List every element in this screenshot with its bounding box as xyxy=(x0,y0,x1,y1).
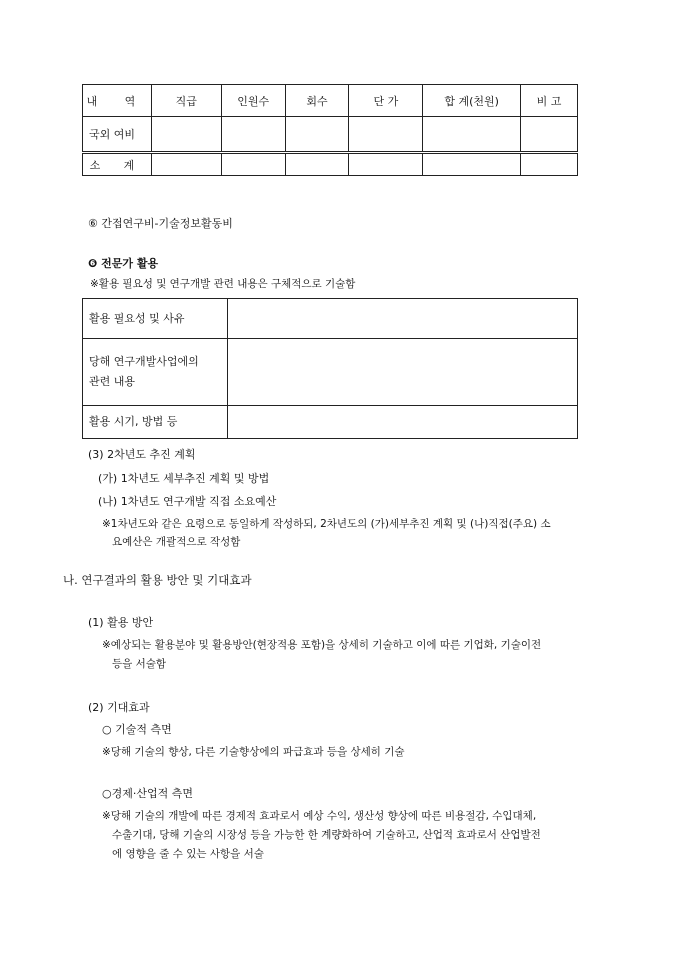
table-cell[interactable] xyxy=(285,117,349,153)
year2-item-a: (가) 1차년도 세부추진 계획 및 방법 xyxy=(98,472,270,485)
year2-plan-title: (3) 2차년도 추진 계획 xyxy=(88,448,196,461)
row-label-related-content xyxy=(83,339,228,406)
table-total-row xyxy=(83,153,578,176)
expert-utilization-title: ❻ 전문가 활용 xyxy=(88,257,159,270)
table-row xyxy=(83,406,578,439)
table-cell[interactable] xyxy=(349,117,423,153)
row-label-overseas-travel: 국외 여비 xyxy=(83,117,152,153)
table-row xyxy=(83,117,578,153)
economic-aspect-note-line: 에 영향을 줄 수 있는 사항을 서술 xyxy=(112,848,264,860)
utilization-plan-title: (1) 활용 방안 xyxy=(88,616,154,629)
row-label-line: 당해 연구개발사업에의 xyxy=(89,355,199,368)
header-cell-total: 합 계(천원) xyxy=(423,85,521,117)
table-cell[interactable] xyxy=(423,117,521,153)
row-label-necessity: 활용 필요성 및 사유 xyxy=(83,299,228,339)
year2-item-b: (나) 1차년도 연구개발 직접 소요예산 xyxy=(98,495,277,508)
section-na-title: 나. 연구결과의 활용 방안 및 기대효과 xyxy=(63,573,252,587)
economic-aspect-title: ○경제·산업적 측면 xyxy=(102,787,193,800)
technical-aspect-note: ※당해 기술의 향상, 다른 기술향상에의 파급효과 등을 상세히 기술 xyxy=(102,746,405,758)
table-cell[interactable] xyxy=(228,299,578,339)
table-cell[interactable] xyxy=(221,153,285,176)
table-cell[interactable] xyxy=(151,117,221,153)
table-cell[interactable] xyxy=(151,153,221,176)
expert-utilization-note: ※활용 필요성 및 연구개발 관련 내용은 구체적으로 기술함 xyxy=(90,278,356,290)
table-header-row xyxy=(83,85,578,117)
table-cell[interactable] xyxy=(285,153,349,176)
year2-note-line: ※1차년도와 같은 요령으로 동일하게 작성하되, 2차년도의 (가)세부추진 계획 및 (나)직접(주요) 소 xyxy=(102,518,551,530)
table-cell[interactable] xyxy=(349,153,423,176)
year2-note-line: 요예산은 개괄적으로 작성함 xyxy=(112,536,241,548)
utilization-plan-note-line: 등을 서술함 xyxy=(112,658,167,670)
utilization-plan-note-line: ※예상되는 활용분야 및 활용방안(현장적용 포함)을 상세히 기술하고 이에 따른 기업화, 기술이전 xyxy=(102,639,542,651)
table-cell[interactable] xyxy=(228,339,578,406)
expected-effects-title: (2) 기대효과 xyxy=(88,701,150,714)
indirect-research-cost-item: ⑥ 간접연구비-기술정보활동비 xyxy=(88,217,233,230)
row-label-subtotal: 소 계 xyxy=(83,153,152,176)
header-cell-remarks: 비 고 xyxy=(521,85,578,117)
travel-expense-table xyxy=(82,84,578,176)
economic-aspect-note-line: ※당해 기술의 개발에 따른 경제적 효과로서 예상 수익, 생산성 향상에 따른 비용절감, 수입대체, xyxy=(102,810,537,822)
header-cell-unit-price: 단 가 xyxy=(349,85,423,117)
technical-aspect-title: ○ 기술적 측면 xyxy=(102,723,172,736)
table-cell[interactable] xyxy=(521,117,578,153)
table-row xyxy=(83,299,578,339)
economic-aspect-note-line: 수출기대, 당해 기술의 시장성 등을 가능한 한 계량화하여 기술하고, 산업적 효과로서 산업발전 xyxy=(112,829,541,841)
header-cell-item: 내 역 xyxy=(83,85,152,117)
expert-utilization-table xyxy=(82,298,578,439)
header-cell-count: 회수 xyxy=(285,85,349,117)
row-label-timing-method: 활용 시기, 방법 등 xyxy=(83,406,228,439)
header-cell-rank: 직급 xyxy=(151,85,221,117)
table-row xyxy=(83,339,578,406)
row-label-line: 관련 내용 xyxy=(89,375,136,388)
table-cell[interactable] xyxy=(228,406,578,439)
table-cell[interactable] xyxy=(221,117,285,153)
table-cell[interactable] xyxy=(423,153,521,176)
table-cell[interactable] xyxy=(521,153,578,176)
header-cell-headcount: 인원수 xyxy=(221,85,285,117)
